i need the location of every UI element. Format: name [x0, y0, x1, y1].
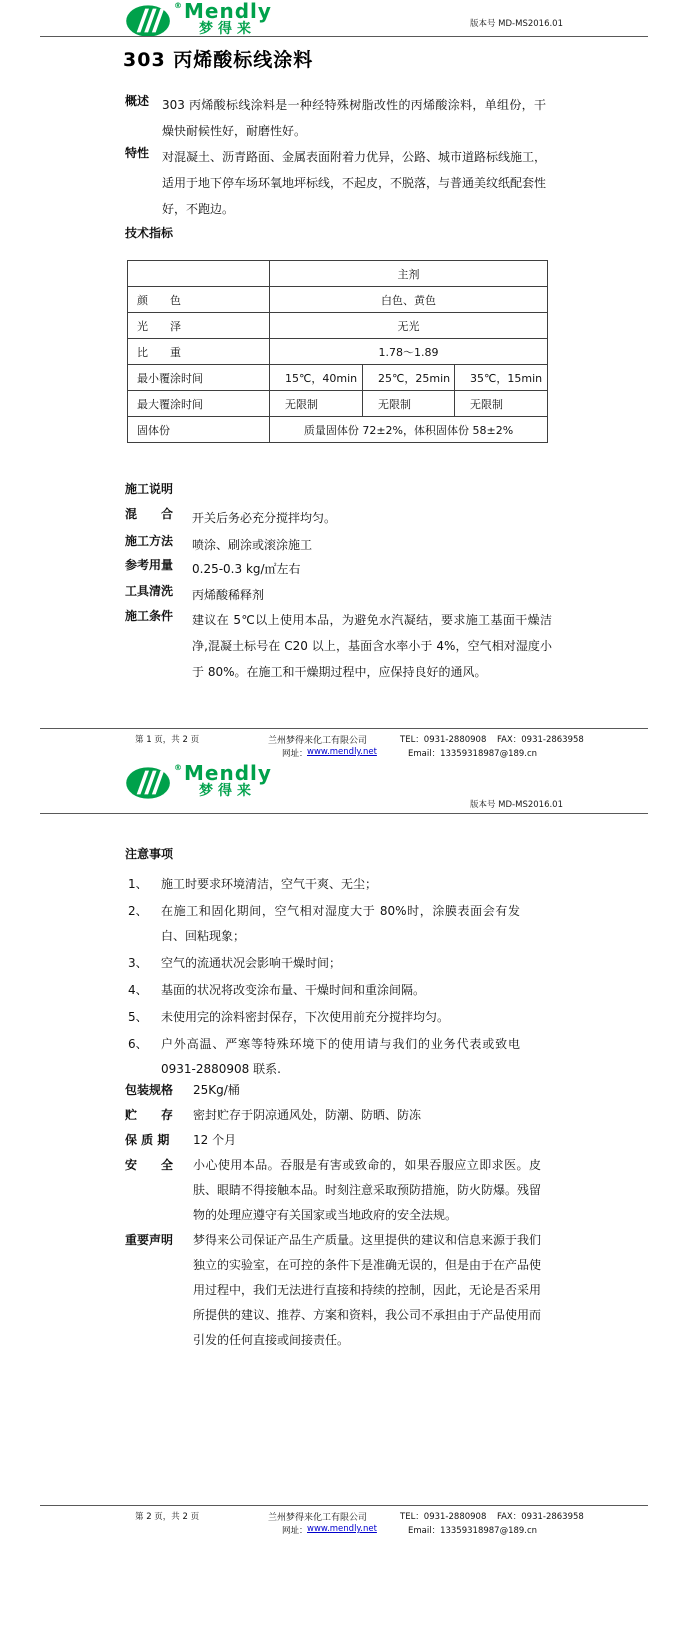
- company-name: 兰州梦得来化工有限公司: [268, 1513, 368, 1523]
- packaging-text: 25Kg/桶: [193, 1083, 240, 1097]
- list-item: [125, 1153, 541, 1228]
- registered-mark: ®: [174, 1, 182, 10]
- note-number: 1、: [128, 877, 148, 891]
- table-cell: [128, 261, 270, 287]
- dosage-label: 参考用量: [125, 558, 174, 572]
- method-label: 施工方法: [125, 534, 174, 548]
- page-title: 303 丙烯酸标线涂料: [123, 49, 314, 71]
- brand-logo: [125, 2, 272, 44]
- page1-footer: [0, 728, 687, 762]
- shelf-life-text: 12 个月: [193, 1133, 237, 1147]
- note-number: 4、: [128, 983, 148, 997]
- table-row: [128, 391, 548, 417]
- tool-clean-label: 工具清洗: [125, 584, 174, 598]
- tel-number: TEL：0931-2880908: [400, 1512, 487, 1522]
- table-cell: 颜 色: [128, 287, 270, 313]
- safety-label: 安 全: [125, 1158, 174, 1172]
- table-row: [128, 365, 548, 391]
- construction-heading: 施工说明: [125, 482, 174, 496]
- footer-rule: [40, 1505, 648, 1506]
- list-item: [128, 1032, 520, 1082]
- list-item: [128, 899, 520, 949]
- packaging-label: 包装规格: [125, 1083, 174, 1097]
- list-item: [128, 872, 520, 897]
- note-text: 施工时要求环境清洁，空气干爽、无尘；: [161, 877, 378, 891]
- table-cell: 15℃，40min: [270, 365, 363, 391]
- tech-specs-heading: 技术指标: [125, 226, 174, 240]
- storage-text: 密封贮存于阴凉通风处，防潮、防晒、防冻: [193, 1108, 422, 1122]
- list-item: [128, 951, 520, 976]
- overview-text: 303 丙烯酸标线涂料是一种经特殊树脂改性的丙烯酸涂料，单组份，干燥快耐候性好，耐磨性好。: [162, 98, 546, 138]
- registered-mark: ®: [174, 763, 182, 772]
- mendly-emblem-icon: [125, 764, 173, 806]
- email-address: Email：13359318987@189.cn: [408, 1526, 538, 1536]
- attributes-list: [125, 1078, 541, 1353]
- table-row: [128, 287, 548, 313]
- table-cell: 无光: [270, 313, 548, 339]
- note-number: 2、: [128, 904, 148, 918]
- table-cell: 最小覆涂时间: [128, 365, 270, 391]
- version-label: 版本号 MD-MS2016.01: [469, 19, 563, 29]
- website-link[interactable]: www.mendly.net: [307, 747, 377, 757]
- overview-label: 概述: [125, 94, 150, 108]
- note-text: 在施工和固化期间，空气相对湿度大于 80%时，涂膜表面会有发白、回粘现象；: [161, 904, 520, 943]
- method-text: 喷涂、刷涂或滚涂施工: [192, 538, 313, 552]
- table-cell: 无限制: [455, 391, 548, 417]
- note-text: 空气的流通状况会影响干燥时间；: [161, 956, 342, 970]
- page-number: 第 1 页，共 2 页: [135, 735, 200, 745]
- mixing-text: 开关后务必充分搅拌均匀。: [192, 511, 337, 525]
- conditions-text: 建议在 5℃以上使用本品，为避免水汽凝结，要求施工基面干燥洁净,混凝土标号在 C20 以上，基面含水率小于 4%，空气相对湿度小于 80%。在施工和干燥期过程中，应保持良好的通风。: [192, 613, 552, 679]
- features-label: 特性: [125, 146, 150, 160]
- table-cell: 固体份: [128, 417, 270, 443]
- dosage-text: 0.25-0.3 kg/㎡左右: [192, 562, 301, 576]
- brand-name-zh: 梦得来: [199, 21, 256, 37]
- list-item: [125, 1103, 541, 1128]
- fax-number: FAX：0931-2863958: [497, 1512, 584, 1522]
- note-number: 3、: [128, 956, 148, 970]
- storage-label: 贮 存: [125, 1108, 174, 1122]
- table-row: [128, 313, 548, 339]
- list-item: [125, 1128, 541, 1153]
- note-text: 未使用完的涂料密封保存，下次使用前充分搅拌均匀。: [161, 1010, 450, 1024]
- fax-number: FAX：0931-2863958: [497, 735, 584, 745]
- website-label: 网址：: [282, 1526, 308, 1536]
- note-text: 户外高温、严寒等特殊环境下的使用请与我们的业务代表或致电 0931-2880908 联系.: [161, 1037, 520, 1076]
- brand-name-zh: 梦得来: [199, 783, 256, 799]
- table-row: [128, 339, 548, 365]
- table-cell: 质量固体份 72±2%，体积固体份 58±2%: [270, 417, 548, 443]
- website-label: 网址：: [282, 749, 308, 759]
- table-cell: 光 泽: [128, 313, 270, 339]
- page-number: 第 2 页，共 2 页: [135, 1512, 200, 1522]
- disclaimer-label: 重要声明: [125, 1233, 174, 1247]
- safety-text: 小心使用本品。吞服是有害或致命的，如果吞服应立即求医。皮肤、眼睛不得接触本品。时刻注意采取预防措施，防火防爆。残留物的处理应遵守有关国家或当地政府的安全法规。: [193, 1158, 542, 1222]
- tel-number: TEL：0931-2880908: [400, 735, 487, 745]
- header-rule: [40, 813, 648, 814]
- brand-logo: [125, 761, 272, 806]
- tool-clean-text: 丙烯酸稀释剂: [192, 588, 265, 602]
- table-cell: 白色、黄色: [270, 287, 548, 313]
- table-cell: 35℃，15min: [455, 365, 548, 391]
- shelf-life-label: 保 质 期: [125, 1133, 170, 1147]
- list-item: [125, 1078, 541, 1103]
- tech-specs-table: [127, 260, 548, 443]
- mixing-label: 混 合: [125, 507, 174, 521]
- notes-heading: 注意事项: [125, 847, 174, 861]
- page2-footer: [0, 1505, 687, 1539]
- table-row: [128, 261, 548, 287]
- table-row: [128, 417, 548, 443]
- header-rule: [40, 36, 648, 37]
- note-text: 基面的状况将改变涂布量、干燥时间和重涂间隔。: [161, 983, 426, 997]
- version-label: 版本号 MD-MS2016.01: [469, 800, 563, 810]
- list-item: [125, 1228, 541, 1353]
- table-cell: 最大覆涂时间: [128, 391, 270, 417]
- table-cell: 1.78～1.89: [270, 339, 548, 365]
- footer-rule: [40, 728, 648, 729]
- brand-name-en: Mendly: [184, 761, 272, 785]
- list-item: [128, 978, 520, 1003]
- table-cell: 比 重: [128, 339, 270, 365]
- note-number: 5、: [128, 1010, 148, 1024]
- conditions-label: 施工条件: [125, 609, 174, 623]
- table-cell: 25℃，25min: [363, 365, 455, 391]
- brand-name-en: Mendly: [184, 0, 272, 23]
- mendly-emblem-icon: [125, 2, 173, 44]
- company-name: 兰州梦得来化工有限公司: [268, 736, 368, 746]
- note-number: 6、: [128, 1037, 148, 1051]
- list-item: [128, 1005, 520, 1030]
- table-cell: 无限制: [270, 391, 363, 417]
- table-cell: 主剂: [270, 261, 548, 287]
- notes-list: [128, 872, 520, 1084]
- table-cell: 无限制: [363, 391, 455, 417]
- features-text: 对混凝土、沥青路面、金属表面附着力优异，公路、城市道路标线施工，适用于地下停车场环氧地坪标线，不起皮，不脱落，与普通美纹纸配套性好，不跑边。: [162, 150, 547, 216]
- disclaimer-text: 梦得来公司保证产品生产质量。这里提供的建议和信息来源于我们独立的实验室，在可控的条件下是准确无误的，但是由于在产品使用过程中，我们无法进行直接和持续的控制，因此，无论是否采用所提供的建议、推荐、方案和资料，我公司不承担由于产品使用而引发的任何直接或间接责任。: [193, 1233, 542, 1347]
- website-link[interactable]: www.mendly.net: [307, 1524, 377, 1534]
- email-address: Email：13359318987@189.cn: [408, 749, 538, 759]
